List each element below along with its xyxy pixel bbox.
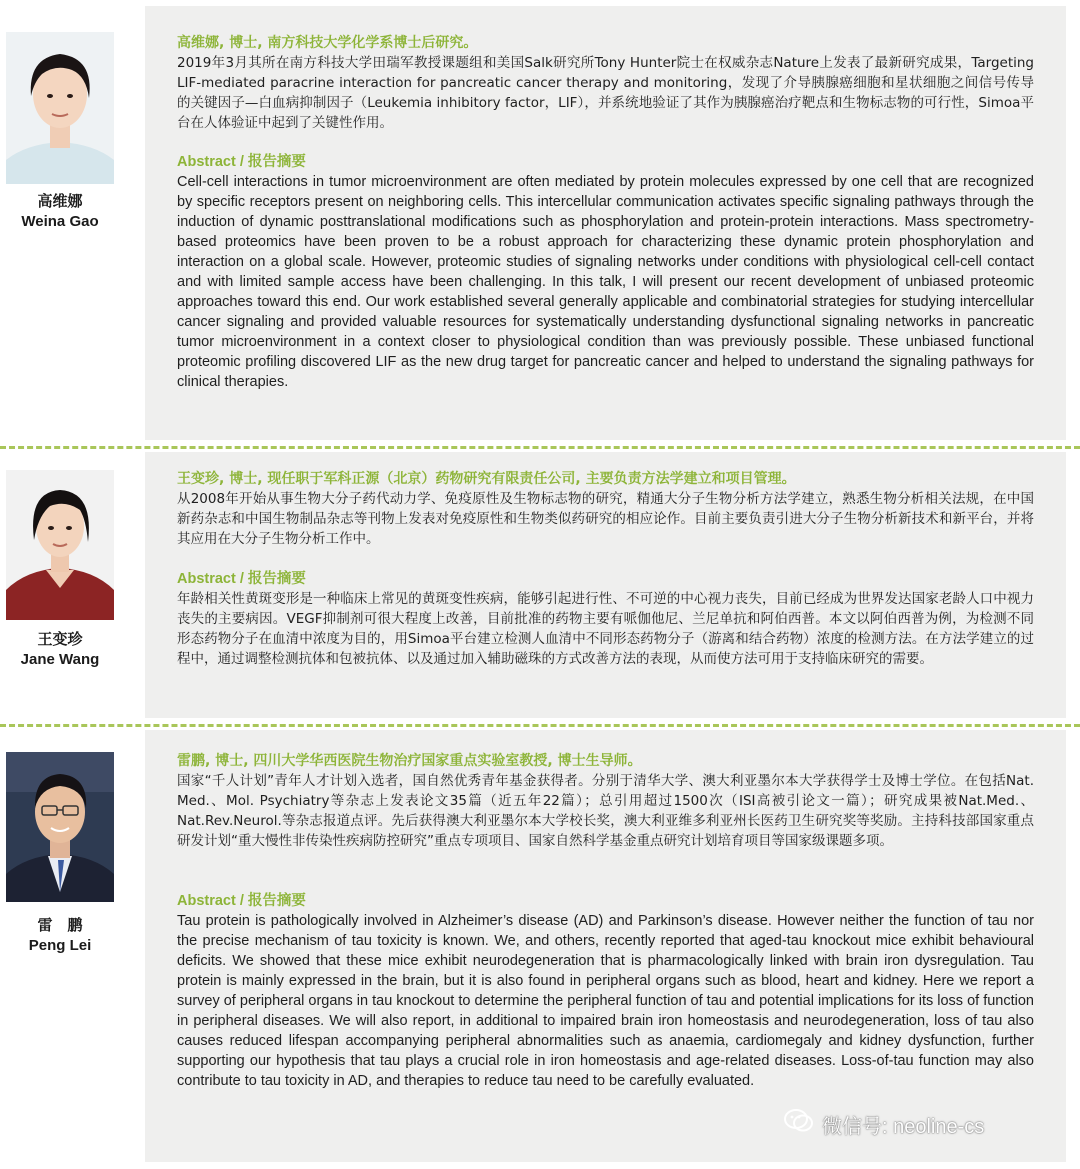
abstract-title: Abstract / 报告摘要	[177, 154, 306, 170]
speaker-bio: 从2008年开始从事生物大分子药代动力学、免疫原性及生物标志物的研究，精通大分子生物分析方法学建立，熟悉生物分析相关法规，在中国新药杂志和中国生物制品杂志等刊物上发表对免疫原性和生物类似药研究的相应论作。目前主要负责引进大分子生物分析新技术和新平台，并将其应用在大分子生物分析工作中。	[177, 491, 1034, 547]
section-divider	[0, 446, 1080, 449]
abstract-title: Abstract / 报告摘要	[177, 571, 306, 587]
speaker-info-3	[177, 751, 1034, 851]
speaker-heading: 雷鹏, 博士, 四川大学华西医院生物治疗国家重点实验室教授, 博士生导师。	[177, 753, 642, 769]
wechat-watermark	[784, 1108, 1064, 1140]
speaker-name-cn: 雷 鹏	[37, 916, 83, 934]
speaker-heading: 高维娜, 博士, 南方科技大学化学系博士后研究。	[177, 35, 478, 51]
speaker-info-1	[177, 33, 1034, 133]
speaker-name-en: Jane Wang	[20, 651, 100, 668]
abstract-3	[177, 891, 1034, 1091]
section-divider	[0, 724, 1080, 727]
abstract-text: 年龄相关性黄斑变形是一种临床上常见的黄斑变性疾病，能够引起进行性、不可逆的中心视力丧失，目前已经成为世界发达国家老龄人口中视力丧失的主要病因。VEGF抑制剂可很大程度上改善，目前批准的药物主要有哌伽他尼、兰尼单抗和阿伯西普。本文以阿伯西普为例，为检测不同形态药物分子在血清中浓度为目的，用Simoa平台建立检测人血清中不同形态药物分子（游离和结合药物）浓度的检测方法。在方法学建立的过程中，通过调整检测抗体和包被抗体、以及通过加入辅助磁珠的方式改善方法的表现，从而使方法可用于支持临床研究的需要。	[177, 591, 1034, 667]
abstract-text: Tau protein is pathologically involved in Alzheimer’s disease (AD) and Parkinson’s disease. However neither the function of tau nor the precise mechanism of tau toxicity is known. We, and others, recently reported that aged-tau knockout mice exhibit behavioural deficits. We showed that these mice exhibit neurodegeneration that is pharmacologically linked with brain iron dysregulation. Tau protein is mainly expressed in the brain, but it is also found in peripheral organs such as blood, heart and kidney. Here we report a survey of peripheral organs in tau knockout to determine the peripheral function of tau and potential implications for its loss of function in peripheral diseases. We will also report, in additional to impaired brain iron homeostasis and neurodegeneration, loss of tau also causes reduced lifespan accompanying peripheral abnormalities such as anaemia, cardiomegaly and kidney dysfunction, further supporting our hypothesis that tau plays a crucial role in iron homeostasis and age-related diseases. Loss-of-tau function may also contribute to tau toxicity in AD, and therapies to reduce tau need to be carefully evaluated.	[177, 913, 1034, 1089]
speaker-name-en: Weina Gao	[21, 213, 99, 230]
wechat-icon	[784, 1108, 814, 1140]
speaker-name-en: Peng Lei	[28, 937, 92, 954]
abstract-text: Cell-cell interactions in tumor microenvironment are often mediated by protein molecules expressed by one cell that are recognized by specific receptors present on neighboring cells. This intercellular communication activates specific signaling pathways through the induction of dynamic posttranslational modifications such as phosphorylation and protein-protein interactions. Mass spectrometry-based proteomics have been proven to be a robust approach for characterizing these dynamic protein phosphorylation and interaction on a global scale. However, proteomic studies of signaling networks under conditions with physiological cell-cell contact and with limited sample access have been challenging. In this talk, I will present our recent development of unbiased proteomic approaches toward this end. Our work established several generally applicable and combinatorial strategies for studying intercellular cancer signaling and provided valuable resources for systematically understanding dysfunctional signaling networks in pancreatic tumor microenvironment in a context closer to physiological condition than was previously possible. These unbiased functional proteomic profiling discovered LIF as the new drug target for pancreatic cancer and helped to understand the signaling pathways for clinical therapies.	[177, 174, 1034, 390]
speaker-photo-peng-lei	[6, 752, 114, 902]
abstract-1	[177, 152, 1034, 392]
speaker-heading: 王变珍, 博士, 现任职于军科正源（北京）药物研究有限责任公司, 主要负责方法学建立和项目管理。	[177, 471, 796, 487]
speaker-info-2	[177, 469, 1034, 549]
speaker-bio: 国家“千人计划”青年人才计划入选者，国自然优秀青年基金获得者。分别于清华大学、澳大利亚墨尔本大学获得学士及博士学位。在包括Nat. Med.、Mol. Psychiatry等杂志上发表论文35篇（近五年22篇）；总引用超过1500次（ISI高被引论文一篇）；研究成果被Nat.Med.、Nat.Rev.Neurol.等杂志报道点评。先后获得澳大利亚墨尔本大学校长奖，澳大利亚维多利亚州长医药卫生研究奖等奖励。主持科技部国家重点研发计划“重大慢性非传染性疾病防控研究”重点专项项目、国家自然科学基金重点研究计划培育项目等国家级课题多项。	[177, 773, 1034, 849]
speaker-name-cn: 高维娜	[37, 192, 83, 210]
speaker-name-cn: 王变珍	[37, 630, 83, 648]
speaker-photo-jane-wang	[6, 470, 114, 620]
speaker-photo-weina-gao	[6, 32, 114, 184]
watermark-text: 微信号: neoline-cs	[822, 1115, 985, 1138]
abstract-title: Abstract / 报告摘要	[177, 893, 306, 909]
speaker-bio: 2019年3月其所在南方科技大学田瑞军教授课题组和美国Salk研究所Tony Hunter院士在权威杂志Nature上发表了最新研究成果，Targeting LIF-mediated paracrine interaction for pancreatic cancer therapy and monitoring，发现了介导胰腺癌细胞和星状细胞之间信号传导的关键因子—白血病抑制因子（Leukemia inhibitory factor，LIF），并系统地验证了其作为胰腺癌治疗靶点和生物标志物的可行性，Simoa平台在人体验证中起到了关键性作用。	[177, 55, 1034, 131]
abstract-2	[177, 569, 1034, 669]
